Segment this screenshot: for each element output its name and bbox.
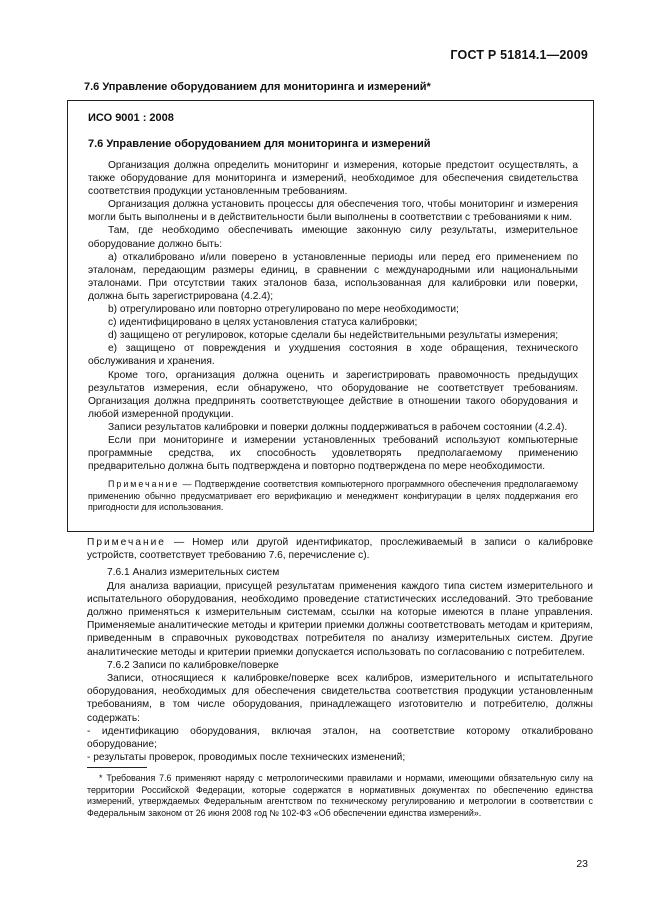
page-number: 23 [576,858,588,870]
iso-paragraph: Если при мониторинге и измерении установленных требований используют компьютерные программные средства, их способность удовлетворять предполагаемому применению предварительно должна быть подтверждена и повторно подтверждена по мере необходимости. [88,434,578,473]
iso-paragraph: Организация должна установить процессы для обеспечения того, чтобы мониторинг и измерения могли быть выполнены и в действительности были выполнены в соответствии с требованиями к ним. [88,199,578,224]
main-note-label: Примечание [87,537,166,548]
iso-list-item: a) откалибровано и/или поверено в установленные периоды или перед его применением по эталонам, передающим размеры единиц, в сравнении с международными или национальными эталонами. При отсутствии таких эталонов база, использованная для калибровки или поверки, должна быть зарегистрирована (4.2.4); [88,251,578,302]
subsection-7-6-1-title: 7.6.1 Анализ измерительных систем [107,567,280,579]
footnote-text: * Требования 7.6 применяют наряду с метрологическими правилами и нормами, имеющими обязательную силу на территории Российской Федерации, которые содержатся в нормативных документах по обеспечению единства измерений, утверждаемых Федеральным агентством по техническому регулированию и метрологии в соответствии с Федеральным законом от 26 июня 2008 год № 102-ФЗ «Об обеспечении единства измерений». [87,773,593,818]
subsection-7-6-2-text: Записи, относящиеся к калибровке/поверке всех калибров, измерительного и испытательного оборудования, необходимых для обеспечения свидетельства соответствия продукции установленным требованиям, в том числе оборудования, принадлежащего изготовителю и потребителю, должны содержать: [87,673,593,724]
main-text [87,536,593,764]
section-title: 7.6 Управление оборудованием для мониторинга и измерений* [84,81,431,93]
iso-list-item: b) отрегулировано или повторно отрегулировано по мере необходимости; [108,304,459,316]
iso-paragraph: Там, где необходимо обеспечивать имеющие законную силу результаты, измерительное оборудование должно быть: [88,225,578,250]
iso-list-item: e) защищено от повреждения и ухудшения состояния в ходе обращения, технического обслуживания и хранения. [88,343,578,368]
main-note [87,536,593,562]
iso-list-item: d) защищено от регулировок, которые сделали бы недействительными результаты измерения; [108,330,559,342]
standard-designation: ГОСТ Р 51814.1—2009 [450,48,588,62]
iso-note-text: — Подтверждение соответствия компьютерного программного обеспечения предполагаемому применению обычно предусматривает его верификацию и менеджмент конфигурации в целях поддержания его пригодности для использования. [88,479,578,513]
iso-paragraph: Кроме того, организация должна оценить и зарегистрировать правомочность предыдущих результатов измерения, если обнаружено, что оборудование не соответствует требованиям. Организация должна предпринять соответствующее действие в отношении такого оборудования и любой измеренной продукции. [88,369,578,420]
iso-paragraph: Записи результатов калибровки и поверки должны поддерживаться в рабочем состоянии (4.2.4). [108,421,568,433]
iso-note [88,479,578,513]
iso-heading: 7.6 Управление оборудованием для мониторинга и измерений [88,138,431,150]
bullet-item: - результаты проверок, проводимых после технических изменений; [87,752,406,764]
main-note-text: — Номер или другой идентификатор, прослеживаемый в записи о калибровке устройств, соответствует требованию 7.6, перечисление c). [87,537,593,562]
subsection-7-6-2-title: 7.6.2 Записи по калибровке/поверке [107,659,279,671]
footnote-divider [87,767,147,768]
iso-label: ИСО 9001 : 2008 [88,112,174,124]
footnote [87,773,593,819]
iso-body [88,159,578,513]
iso-paragraph: Организация должна определить мониторинг и измерения, которые предстоит осуществлять, а также оборудование для мониторинга и измерений, необходимое для обеспечения свидетельства соответствия продукции установленным требованиям. [88,160,578,198]
iso-note-label: Примечание [108,479,180,490]
subsection-7-6-1-text: Для анализа вариации, присущей результатам применения каждого типа систем измерительного и испытательного оборудования, необходимо проведение статистических исследований. Это требование должно применяться к измерительным системам, ссылки на которые имеются в плане управления. Применяемые аналитические методы и критерии приемки должны соответствовать методам и критериям, приведенным в справочных руководствах потребителя по анализу измерительных систем. Другие аналитические методы и критерии приемки допускается использовать по согласованию с потребителем. [87,580,593,658]
iso-list-item: c) идентифицировано в целях установления статуса калибровки; [108,317,418,329]
bullet-item: - идентификацию оборудования, включая эталон, на соответствие которому откалибровано оборудование; [87,725,593,751]
iso-quote-box [67,100,594,532]
